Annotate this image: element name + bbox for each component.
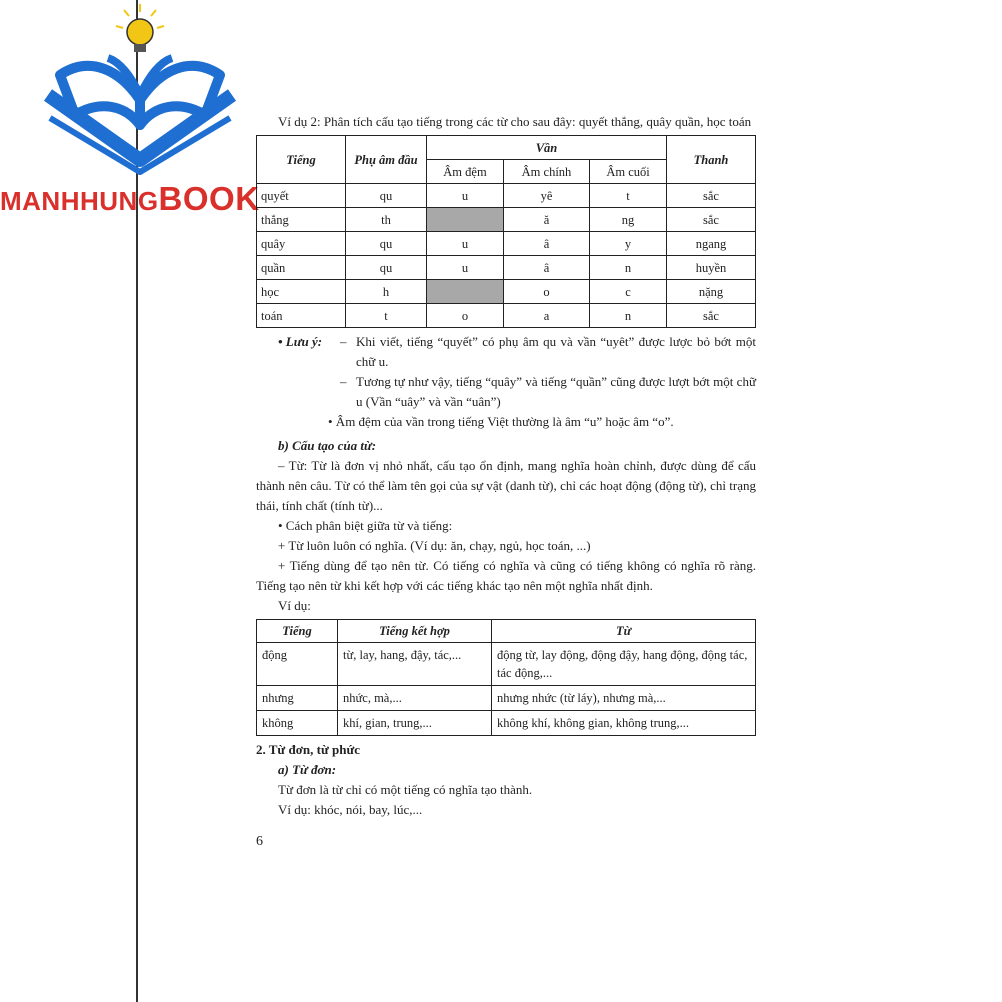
para-vi-du: Ví dụ:	[278, 598, 311, 613]
note-line-2: Tương tự như vậy, tiếng “quây” và tiếng “quần” cũng được lượt bớt một chữ u (Vần “uây” và vần “uân”)	[356, 374, 756, 409]
cell-am-chinh: o	[503, 280, 589, 304]
cell-tieng: không	[257, 711, 338, 736]
word-table	[256, 619, 756, 736]
note-line-1: Khi viết, tiếng “quyết” có phụ âm qu và vần “uyêt” được lược bỏ bớt một chữ u.	[356, 334, 756, 369]
cell-tieng: học	[257, 280, 346, 304]
cell-ket-hop: khí, gian, trung,...	[338, 711, 492, 736]
th-am-cuoi: Âm cuối	[590, 160, 667, 184]
table-row	[257, 711, 756, 736]
note-label: • Lưu ý:	[278, 334, 323, 349]
cell-tu: không khí, không gian, không trung,...	[492, 711, 756, 736]
th-am-chinh: Âm chính	[503, 160, 589, 184]
cell-phu-am: qu	[346, 232, 427, 256]
cell-am-dem: u	[427, 232, 504, 256]
th2-tieng: Tiếng	[257, 620, 338, 643]
cell-thanh: nặng	[667, 280, 756, 304]
cell-phu-am: h	[346, 280, 427, 304]
cell-tu: động từ, lay động, động đậy, hang động, động tác, tác động,...	[492, 643, 756, 686]
th-phu-am: Phụ âm đầu	[346, 136, 427, 184]
cell-thanh: ngang	[667, 232, 756, 256]
th-tieng: Tiếng	[257, 136, 346, 184]
cell-thanh: sắc	[667, 304, 756, 328]
cell-am-dem: u	[427, 184, 504, 208]
cell-ket-hop: từ, lay, hang, đậy, tác,...	[338, 643, 492, 686]
tu-don-definition: Từ đơn là từ chỉ có một tiếng có nghĩa tạo thành.	[278, 782, 533, 797]
para-plus-1: + Từ luôn luôn có nghĩa. (Ví dụ: ăn, chạy, ngủ, học toán, ...)	[278, 538, 591, 553]
cell-phu-am: t	[346, 304, 427, 328]
cell-am-cuoi: c	[590, 280, 667, 304]
cell-am-chinh: ă	[503, 208, 589, 232]
cell-am-dem-shaded	[427, 280, 504, 304]
cell-tieng: nhưng	[257, 686, 338, 711]
cell-tu: nhưng nhức (từ láy), nhưng mà,...	[492, 686, 756, 711]
th2-ket-hop: Tiếng kết hợp	[338, 620, 492, 643]
table-row	[257, 304, 756, 328]
cell-phu-am: th	[346, 208, 427, 232]
cell-ket-hop: nhức, mà,...	[338, 686, 492, 711]
note-line-3: • Âm đệm của vần trong tiếng Việt thường là âm “u” hoặc âm “o”.	[328, 414, 674, 429]
syllable-table	[256, 135, 756, 328]
th2-tu: Từ	[492, 620, 756, 643]
cell-tieng: động	[257, 643, 338, 686]
para-tu: – Từ: Từ là đơn vị nhỏ nhất, cấu tạo ổn định, mang nghĩa hoàn chỉnh, được dùng để cấu thành nên câu. Từ có thể làm tên gọi của sự vật (danh từ), chỉ các hoạt động (động từ), chỉ trạng thái, tính chất (tính từ)...	[256, 458, 756, 513]
cell-thanh: huyền	[667, 256, 756, 280]
cell-am-dem-shaded	[427, 208, 504, 232]
cell-am-cuoi: y	[590, 232, 667, 256]
table-row	[257, 686, 756, 711]
cell-am-cuoi: n	[590, 304, 667, 328]
page-number: 6	[256, 834, 263, 849]
brand-part-2: BOOK	[158, 180, 260, 217]
cell-tieng: quần	[257, 256, 346, 280]
cell-tieng: toán	[257, 304, 346, 328]
cell-am-cuoi: n	[590, 256, 667, 280]
note-block: • Lưu ý: – Khi viết, tiếng “quyết” có phụ âm qu và vần “uyêt” được lược bỏ bớt một chữ u. – Tương tự như vậy, tiếng “quây” và tiếng “quần” cũng được lượt bớt một chữ u (Vần “uây” và vần “uân”) • Âm đệm của vần trong tiếng Việt thường là âm “u” hoặc âm “o”.	[256, 332, 756, 432]
cell-am-chinh: â	[503, 256, 589, 280]
cell-tieng: quây	[257, 232, 346, 256]
brand-name	[0, 180, 260, 218]
th-van: Vần	[427, 136, 667, 160]
cell-thanh: sắc	[667, 208, 756, 232]
para-plus-2: + Tiếng dùng để tạo nên từ. Có tiếng có nghĩa và cũng có tiếng không có nghĩa rõ ràng. Tiếng tạo nên từ khi kết hợp với các tiếng khác tạo nên một nghĩa nhất định.	[256, 558, 756, 593]
table-row	[257, 232, 756, 256]
cell-am-dem: o	[427, 304, 504, 328]
table-row	[257, 184, 756, 208]
example-heading: Ví dụ 2: Phân tích cấu tạo tiếng trong các từ cho sau đây: quyết thắng, quây quần, học toán	[278, 114, 752, 129]
cell-am-dem: u	[427, 256, 504, 280]
para-phan-biet: • Cách phân biệt giữa từ và tiếng:	[278, 518, 453, 533]
cell-phu-am: qu	[346, 184, 427, 208]
document-page	[256, 112, 756, 852]
brand-part-1: MANHHUNG	[0, 186, 159, 216]
cell-am-chinh: a	[503, 304, 589, 328]
cell-tieng: quyết	[257, 184, 346, 208]
th-am-dem: Âm đệm	[427, 160, 504, 184]
table-row	[257, 208, 756, 232]
cell-am-cuoi: ng	[590, 208, 667, 232]
cell-phu-am: qu	[346, 256, 427, 280]
section-2-heading: 2. Từ đơn, từ phức	[256, 742, 361, 757]
table-row	[257, 643, 756, 686]
cell-am-cuoi: t	[590, 184, 667, 208]
lightbulb-icon	[116, 4, 164, 52]
section-a-heading: a) Từ đơn:	[278, 762, 337, 777]
cell-am-chinh: â	[503, 232, 589, 256]
table-row	[257, 256, 756, 280]
section-b-heading: b) Cấu tạo của từ:	[278, 438, 377, 453]
table-row	[257, 280, 756, 304]
cell-tieng: thắng	[257, 208, 346, 232]
cell-am-chinh: yê	[503, 184, 589, 208]
th-thanh: Thanh	[667, 136, 756, 184]
tu-don-example: Ví dụ: khóc, nói, bay, lúc,...	[278, 802, 423, 817]
cell-thanh: sắc	[667, 184, 756, 208]
